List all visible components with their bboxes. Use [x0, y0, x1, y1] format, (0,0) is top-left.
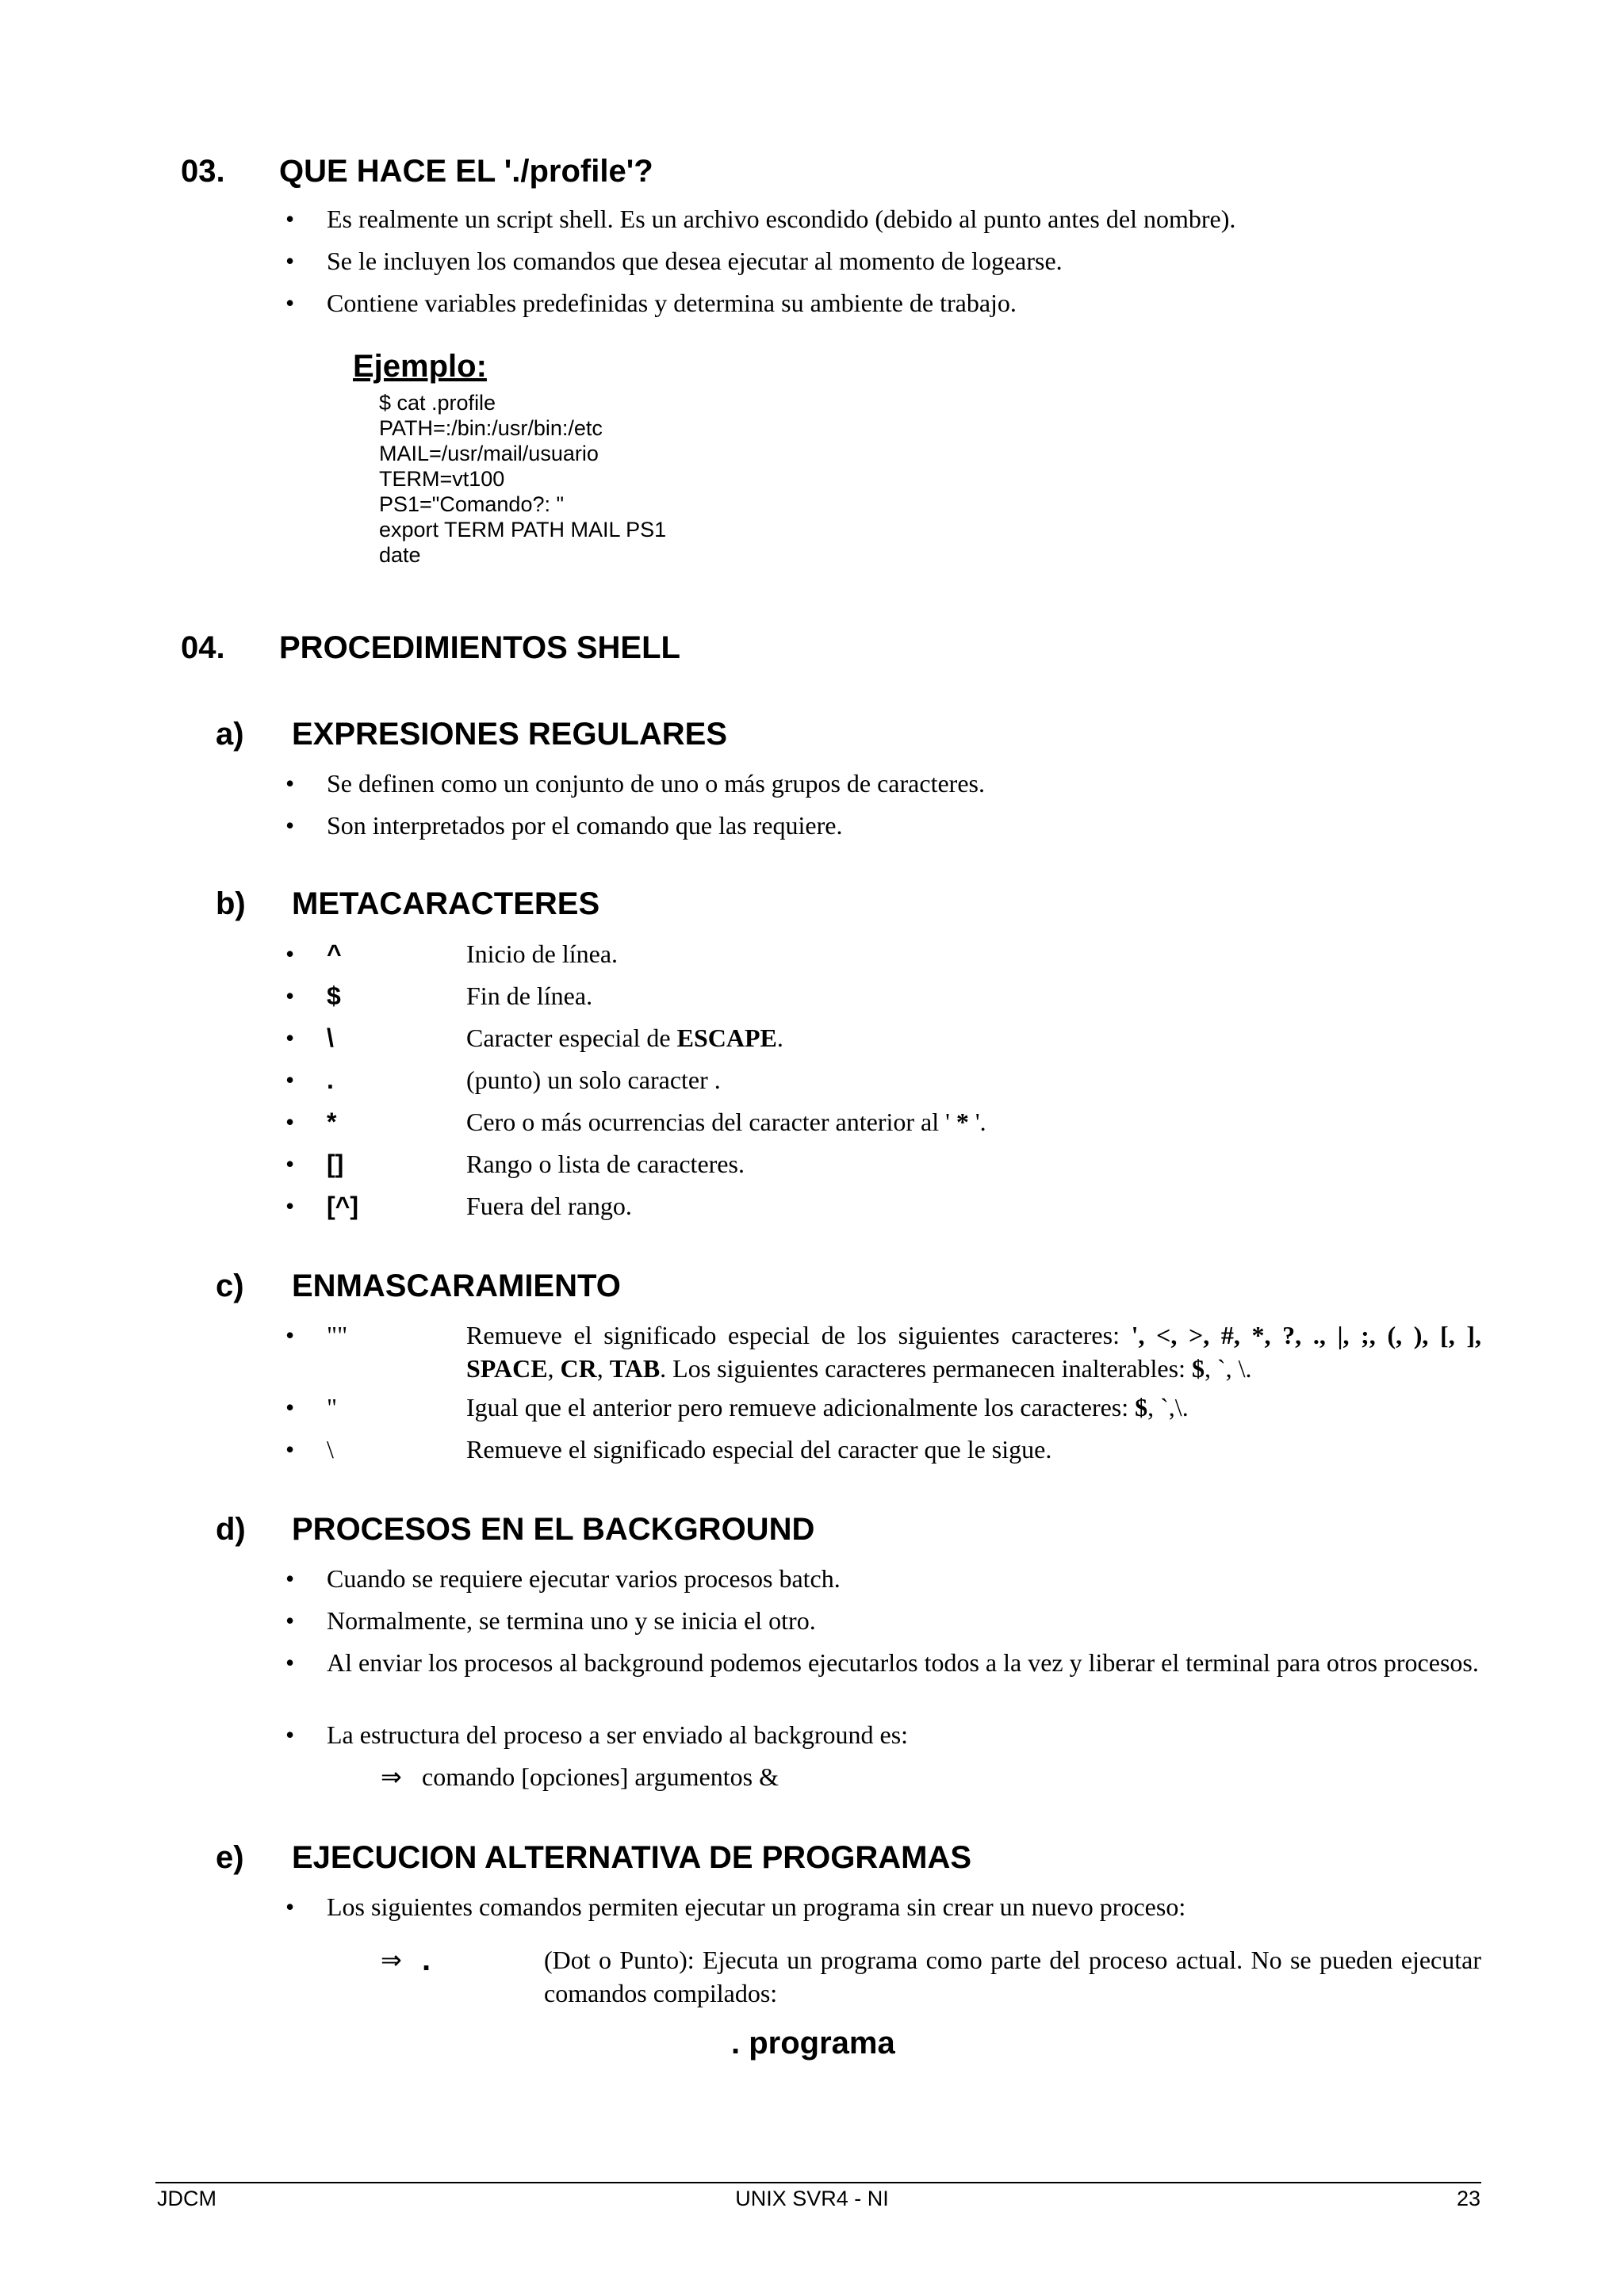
bullet-icon: • — [285, 769, 295, 798]
mask-symbol: "" — [327, 1321, 348, 1349]
bullet-icon: • — [285, 1321, 295, 1349]
dot-desc: (Dot o Punto): Ejecuta un programa como parte del proceso actual. No se pueden ejecutar comandos compilados: — [544, 1946, 1481, 2007]
metachar-symbol: [^] — [327, 1192, 358, 1220]
subsection-letter-d: d) — [216, 1512, 246, 1547]
subsection-letter-a: a) — [216, 717, 244, 752]
metachar-desc: Cero o más ocurrencias del caracter anterior al ' * '. — [466, 1108, 986, 1136]
mask-desc: Remueve el significado especial del caracter que le sigue. — [466, 1435, 1052, 1464]
subsection-title-a: EXPRESIONES REGULARES — [292, 717, 728, 752]
subsection-letter-e: e) — [216, 1840, 244, 1875]
metachar-desc: Caracter especial de ESCAPE. — [466, 1024, 783, 1052]
mask-symbol: \ — [327, 1435, 334, 1464]
subsection-title-e: EJECUCION ALTERNATIVA DE PROGRAMAS — [292, 1840, 972, 1875]
metachar-symbol: \ — [327, 1024, 334, 1052]
subsection-title-d: PROCESOS EN EL BACKGROUND — [292, 1512, 815, 1547]
dot-symbol: . — [422, 1942, 431, 1977]
implies-arrow-icon: ⇒ — [381, 1946, 402, 1974]
bullet-icon: • — [285, 1150, 295, 1178]
footer-rule — [155, 2182, 1481, 2183]
metachar-desc: Rango o lista de caracteres. — [466, 1150, 745, 1178]
bullet-icon: • — [285, 1108, 295, 1136]
subsection-letter-b: b) — [216, 886, 246, 921]
mask-desc-line2: SPACE, CR, TAB. Los siguientes caracteres permanecen inalterables: $, `, \. — [466, 1354, 1252, 1383]
bullet-icon: • — [285, 1606, 295, 1635]
implies-arrow-icon: ⇒ — [381, 1762, 402, 1791]
mask-desc-line1: Remueve el significado especial de los siguientes caracteres: ', <, >, #, *, ?, ., |, ;, (, ), [, ], — [466, 1321, 1482, 1349]
metachar-symbol: $ — [327, 982, 341, 1010]
subsection-title-c: ENMASCARAMIENTO — [292, 1269, 621, 1303]
bullet-text: Es realmente un script shell. Es un archivo escondido (debido al punto antes del nombre). — [327, 205, 1236, 233]
metachar-symbol: [] — [327, 1150, 344, 1178]
subsection-letter-c: c) — [216, 1269, 244, 1303]
metachar-symbol: * — [327, 1108, 337, 1136]
bullet-icon: • — [285, 289, 295, 317]
page-number: 23 — [1456, 2187, 1480, 2210]
bullet-icon: • — [285, 1435, 295, 1464]
bullet-icon: • — [285, 939, 295, 968]
program-example: . programa — [731, 2026, 895, 2061]
bullet-icon: • — [285, 811, 295, 840]
bullet-text: Son interpretados por el comando que las requiere. — [327, 811, 843, 840]
metachar-symbol: . — [327, 1066, 334, 1094]
code-line: MAIL=/usr/mail/usuario — [379, 442, 599, 465]
bullet-text: Se definen como un conjunto de uno o más grupos de caracteres. — [327, 769, 985, 798]
code-example — [379, 390, 666, 568]
bullet-icon: • — [285, 1066, 295, 1094]
code-line: date — [379, 543, 421, 567]
metachar-desc: Fuera del rango. — [466, 1192, 632, 1220]
bullet-icon: • — [285, 982, 295, 1010]
code-line: PS1="Comando?: " — [379, 492, 565, 516]
section-number-04: 04. — [181, 630, 225, 665]
bullet-icon: • — [285, 1720, 295, 1749]
metachar-desc: Fin de línea. — [466, 982, 593, 1010]
metachar-symbol: ^ — [327, 939, 342, 968]
bullet-icon: • — [285, 1024, 295, 1052]
bullet-text: Se le incluyen los comandos que desea ejecutar al momento de logearse. — [327, 247, 1063, 275]
bullet-icon: • — [285, 1192, 295, 1220]
bullet-text: Contiene variables predefinidas y determina su ambiente de trabajo. — [327, 289, 1017, 317]
code-line: export TERM PATH MAIL PS1 — [379, 518, 667, 541]
bullet-icon: • — [285, 205, 295, 233]
bullet-icon: • — [285, 1393, 295, 1422]
mask-symbol: " — [327, 1393, 338, 1422]
bullet-icon: • — [285, 1564, 295, 1593]
bullet-text: La estructura del proceso a ser enviado al background es: — [327, 1720, 909, 1749]
bullet-text: Los siguientes comandos permiten ejecutar un programa sin crear un nuevo proceso: — [327, 1892, 1186, 1921]
footer-center: UNIX SVR4 - NI — [735, 2187, 889, 2210]
bullet-text: Cuando se requiere ejecutar varios procesos batch. — [327, 1564, 841, 1593]
section-title-04: PROCEDIMIENTOS SHELL — [279, 630, 680, 665]
metachar-desc: Inicio de línea. — [466, 939, 619, 968]
code-line: $ cat .profile — [379, 391, 496, 415]
mask-desc: Igual que el anterior pero remueve adicionalmente los caracteres: $, `,\. — [466, 1393, 1189, 1422]
code-line: PATH=:/bin:/usr/bin:/etc — [379, 416, 603, 440]
bullet-text: Al enviar los procesos al background podemos ejecutarlos todos a la vez y liberar el terminal para otros procesos. — [327, 1648, 1479, 1677]
section-number-03: 03. — [181, 154, 225, 189]
arrow-line — [381, 1760, 779, 1793]
footer-left: JDCM — [157, 2187, 216, 2210]
code-line: TERM=vt100 — [379, 467, 505, 491]
subsection-title-b: METACARACTERES — [292, 886, 600, 921]
bullet-icon: • — [285, 1892, 295, 1921]
bullet-text: Normalmente, se termina uno y se inicia el otro. — [327, 1606, 816, 1635]
bullet-icon: • — [285, 1648, 295, 1677]
metachar-desc: (punto) un solo caracter . — [466, 1066, 721, 1094]
section-title-03: QUE HACE EL './profile'? — [279, 154, 653, 189]
command-syntax: comando [opciones] argumentos & — [422, 1762, 779, 1791]
arrow-line — [381, 1942, 1481, 2007]
bullet-icon: • — [285, 247, 295, 275]
example-label: Ejemplo: — [353, 349, 487, 384]
